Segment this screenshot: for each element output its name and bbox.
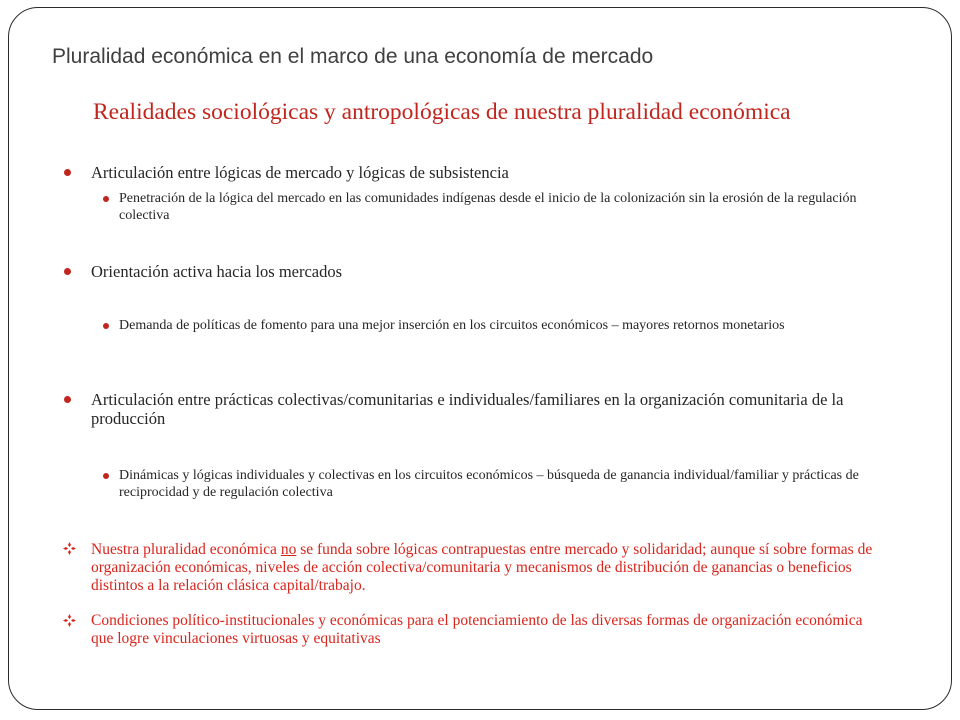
conclusion-item xyxy=(91,541,881,595)
bullet-dot-icon xyxy=(64,268,71,275)
diamond-bullet-icon xyxy=(63,614,76,627)
bullet-item: Articulación entre prácticas colectivas/comunitarias e individuales/familiares en la organización comunitaria de la producción xyxy=(91,390,844,428)
conclusion-underlined-word: no xyxy=(280,541,297,558)
bullet-dot-icon xyxy=(64,396,71,403)
bullet-dot-icon xyxy=(64,169,71,176)
sub-bullet-item: Dinámicas y lógicas individuales y colectivas en los circuitos económicos – búsqueda de ganancia individual/familiar y prácticas de reciprocidad y de regulación colectiva xyxy=(119,468,859,500)
slide-title: Pluralidad económica en el marco de una economía de mercado xyxy=(52,45,654,68)
slide-subtitle: Realidades sociológicas y antropológicas de nuestra pluralidad económica xyxy=(93,99,791,125)
bullet-item: Orientación activa hacia los mercados xyxy=(91,262,343,281)
bullet-item: Articulación entre lógicas de mercado y lógicas de subsistencia xyxy=(91,163,509,182)
conclusion-text-post: se funda sobre lógicas contrapuestas entre mercado y solidaridad; aunque sí sobre formas de organización económicas, niveles de acción colectiva/comunitaria y mecanismos de distribución de ganancias o beneficios distintos a la relación clásica capital/trabajo. xyxy=(91,541,873,594)
sub-bullet-dot-icon xyxy=(103,196,109,202)
conclusion-item: Condiciones político-institucionales y económicas para el potenciamiento de las diversas formas de organización económica que logre vinculaciones virtuosas y equitativas xyxy=(91,612,863,647)
conclusion-text-pre: Nuestra pluralidad económica xyxy=(91,541,281,558)
diamond-bullet-icon xyxy=(63,542,76,555)
sub-bullet-dot-icon xyxy=(103,323,109,329)
sub-bullet-dot-icon xyxy=(103,473,109,479)
sub-bullet-item: Penetración de la lógica del mercado en las comunidades indígenas desde el inicio de la colonización sin la erosión de la regulación colectiva xyxy=(119,191,857,223)
sub-bullet-item: Demanda de políticas de fomento para una mejor inserción en los circuitos económicos – mayores retornos monetarios xyxy=(119,318,785,333)
